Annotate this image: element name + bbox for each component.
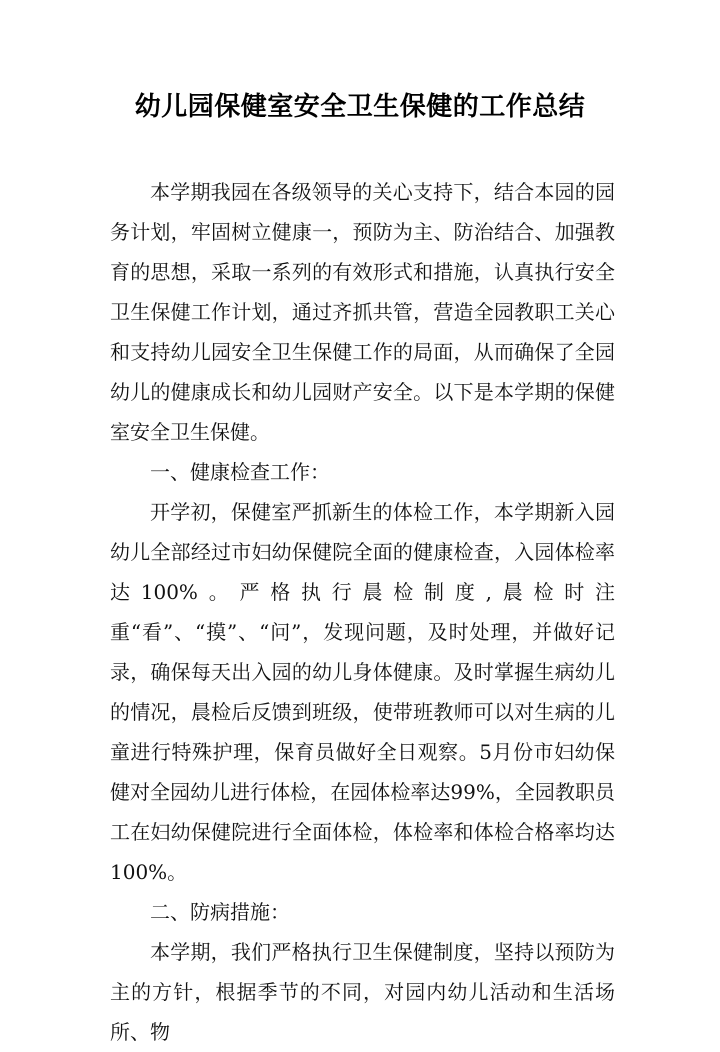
section-body-disease-prevention: 本学期，我们严格执行卫生保健制度，坚持以预防为主的方针，根据季节的不同，对园内幼儿活动和生活场所、物	[110, 940, 615, 1044]
intro-paragraph: 本学期我园在各级领导的关心支持下，结合本园的园务计划，牢固树立健康一，预防为主、防治结合、加强教育的思想，采取一系列的有效形式和措施，认真执行安全卫生保健工作计划，通过齐抓共管，营造全园教职工关心和支持幼儿园安全卫生保健工作的局面，从而确保了全园幼儿的健康成长和幼儿园财产安全。以下是本学期的保健室安全卫生保健。	[110, 180, 615, 444]
section-heading-disease-prevention: 二、防病措施：	[150, 900, 290, 924]
document-body	[110, 172, 615, 1052]
document-title: 幼儿园保健室安全卫生保健的工作总结	[134, 92, 586, 122]
section-body-health-check: 开学初，保健室严抓新生的体检工作，本学期新入园幼儿全部经过市妇幼保健院全面的健康检查，入园体检率达100%。严格执行晨检制度,晨检时注重“看”、“摸”、“问”，发现问题，及时处理，并做好记录，确保每天出入园的幼儿身体健康。及时掌握生病幼儿的情况，晨检后反馈到班级，使带班教师可以对生病的儿童进行特殊护理，保育员做好全日观察。5月份市妇幼保健对全园幼儿进行体检，在园体检率达99%，全园教职员工在妇幼保健院进行全面体检，体检率和体检合格率均达100%。	[110, 500, 615, 884]
section-heading-health-check: 一、健康检查工作：	[150, 460, 330, 484]
